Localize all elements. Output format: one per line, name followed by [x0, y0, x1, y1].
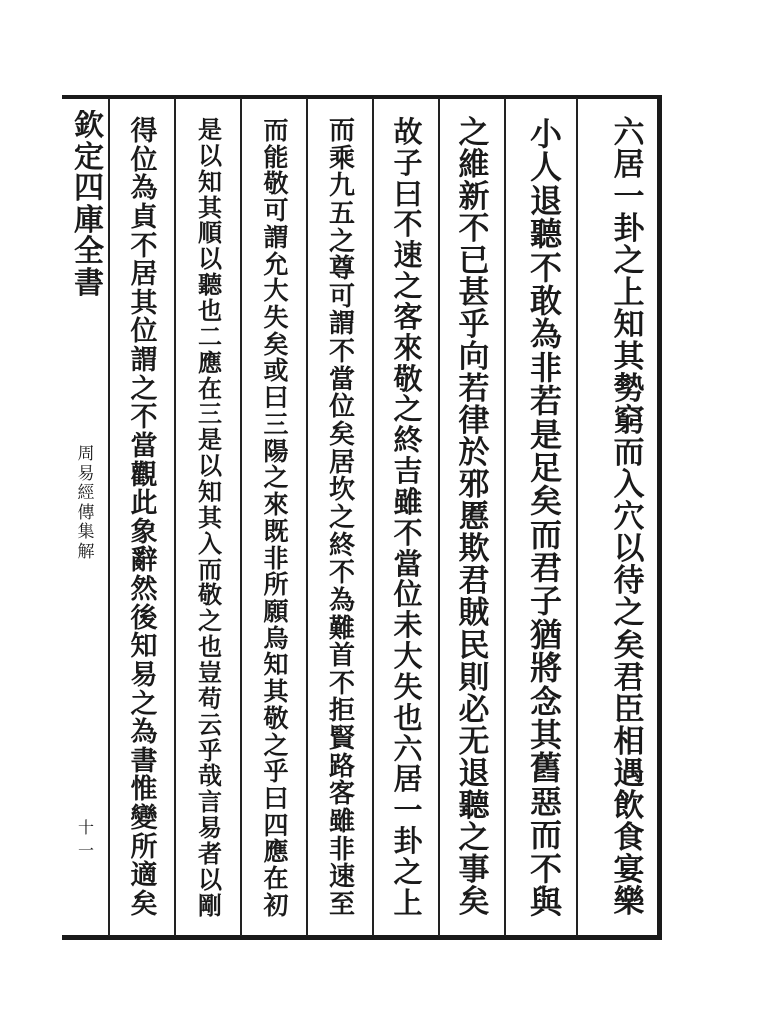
glyph: 既 [263, 516, 289, 546]
glyph: 之 [393, 854, 423, 889]
glyph: 云 [198, 709, 222, 739]
glyph: 其 [263, 677, 289, 707]
glyph: 若 [458, 371, 490, 408]
glyph: 不 [393, 515, 423, 550]
glyph: 敬 [198, 580, 222, 610]
column-rule [504, 98, 506, 936]
glyph: 賢 [328, 724, 355, 755]
glyph: 苟 [198, 683, 222, 713]
glyph: 敬 [263, 169, 289, 199]
glyph: 也 [198, 632, 222, 662]
glyph: 之 [328, 502, 355, 533]
glyph: 小 [529, 115, 562, 153]
glyph: 位 [328, 392, 355, 423]
glyph: 不 [130, 230, 158, 262]
glyph: 二 [198, 321, 222, 351]
glyph: 非 [263, 543, 289, 573]
glyph: 知 [613, 307, 645, 344]
glyph: 失 [393, 669, 423, 704]
glyph: 敬 [263, 703, 289, 733]
glyph: 矣 [328, 420, 355, 451]
glyph: 四 [263, 810, 289, 840]
glyph: 必 [458, 691, 490, 728]
glyph: 烏 [263, 623, 289, 653]
glyph: 退 [529, 181, 562, 220]
glyph: 定 [74, 139, 104, 175]
glyph: 上 [393, 885, 423, 920]
glyph: 以 [198, 140, 222, 170]
text-column-8 [119, 118, 169, 918]
glyph: 謂 [328, 309, 355, 340]
glyph: 而 [613, 435, 645, 472]
glyph: 乎 [198, 735, 222, 765]
glyph: 而 [328, 116, 355, 146]
glyph: 而 [198, 554, 222, 584]
glyph: 惟 [130, 774, 158, 806]
glyph: 遇 [613, 755, 645, 792]
text-column-5 [317, 118, 367, 918]
glyph: 之 [613, 243, 645, 280]
page-number: 十一 [77, 818, 94, 860]
glyph: 將 [529, 649, 562, 688]
glyph: 待 [613, 563, 645, 600]
glyph: 所 [263, 570, 289, 600]
glyph: 應 [263, 837, 289, 867]
glyph: 則 [458, 659, 490, 696]
glyph: 樂 [613, 883, 645, 920]
glyph: 於 [458, 435, 490, 472]
glyph: 是 [198, 115, 222, 144]
glyph: 為 [529, 315, 562, 354]
glyph: 允 [263, 249, 289, 279]
glyph: 不 [393, 207, 423, 242]
glyph: 辭 [130, 545, 158, 577]
glyph: 四 [74, 171, 104, 206]
glyph: 易 [77, 463, 95, 484]
glyph: 而 [529, 816, 562, 855]
glyph: 乘 [328, 143, 355, 174]
glyph: 六 [393, 731, 423, 766]
glyph: 初 [263, 890, 289, 920]
glyph: 速 [393, 238, 423, 273]
glyph: 不 [328, 668, 355, 699]
glyph: 以 [198, 864, 222, 894]
glyph: 當 [130, 430, 158, 462]
glyph: 其 [130, 287, 158, 319]
glyph: 一 [613, 179, 645, 216]
glyph: 書 [74, 265, 104, 301]
glyph: 舊 [529, 749, 562, 788]
glyph: 入 [198, 528, 222, 558]
glyph: 以 [613, 531, 645, 568]
glyph: 矣 [130, 888, 158, 920]
book-title-margin [74, 110, 104, 410]
glyph: 居 [613, 147, 645, 184]
glyph: 慝 [458, 499, 490, 536]
glyph: 哉 [198, 761, 222, 791]
glyph: 來 [263, 490, 289, 520]
glyph: 難 [328, 613, 355, 644]
glyph: 言 [198, 787, 222, 817]
glyph: 謂 [263, 222, 289, 252]
glyph: 速 [328, 862, 355, 893]
glyph: 之 [393, 269, 423, 304]
glyph: 已 [458, 243, 490, 280]
glyph: 易 [198, 813, 222, 843]
glyph: 入 [613, 467, 645, 504]
glyph: 矣 [613, 627, 645, 664]
glyph: 向 [458, 339, 490, 376]
glyph: 律 [458, 403, 490, 440]
glyph: 與 [529, 882, 562, 921]
glyph: 之 [198, 606, 222, 636]
text-column-1 [604, 115, 654, 920]
glyph: 知 [198, 477, 222, 507]
glyph: 終 [328, 530, 355, 561]
glyph: 卦 [613, 211, 645, 248]
glyph: 或 [263, 356, 289, 386]
glyph: 人 [529, 148, 562, 187]
glyph: 順 [198, 218, 222, 248]
glyph: 若 [529, 382, 562, 421]
glyph: 者 [198, 839, 222, 869]
glyph: 可 [263, 196, 289, 226]
glyph: 尊 [328, 254, 355, 285]
glyph: 在 [198, 373, 222, 403]
glyph: 未 [393, 608, 423, 643]
glyph: 九 [328, 171, 355, 202]
glyph: 而 [529, 515, 562, 554]
glyph: 之 [263, 730, 289, 760]
glyph: 之 [328, 226, 355, 257]
glyph: 上 [613, 275, 645, 312]
glyph: 居 [393, 762, 423, 797]
glyph: 雖 [393, 484, 423, 519]
glyph: 是 [198, 425, 222, 455]
glyph: 乎 [458, 307, 490, 344]
glyph: 故 [393, 115, 423, 149]
glyph: 不 [458, 211, 490, 248]
glyph: 新 [458, 179, 490, 216]
glyph: 飲 [613, 787, 645, 824]
glyph: 在 [263, 864, 289, 894]
glyph: 欺 [458, 531, 490, 568]
glyph: 以 [198, 451, 222, 481]
glyph: 君 [529, 549, 562, 588]
column-rule [576, 98, 578, 936]
glyph: 為 [130, 173, 158, 205]
glyph: 解 [77, 541, 95, 562]
glyph: 卦 [393, 824, 423, 859]
glyph: 願 [263, 596, 289, 626]
glyph: 至 [328, 889, 355, 920]
glyph: 謂 [130, 345, 158, 376]
glyph: 无 [458, 723, 490, 760]
glyph: 曰 [263, 383, 289, 413]
glyph: 後 [130, 602, 158, 634]
glyph: 不 [130, 402, 158, 434]
glyph: 穴 [613, 499, 645, 536]
glyph: 臣 [613, 691, 645, 728]
glyph: 勢 [613, 371, 645, 408]
glyph: 賊 [458, 595, 490, 632]
glyph: 書 [130, 745, 158, 777]
glyph: 宴 [613, 851, 645, 888]
glyph: 陽 [263, 436, 289, 466]
glyph: 猶 [529, 615, 562, 654]
glyph: 豈 [198, 658, 222, 688]
glyph: 子 [393, 145, 423, 180]
glyph: 大 [263, 276, 289, 306]
text-column-4 [383, 115, 433, 920]
glyph: 念 [529, 682, 562, 721]
glyph: 適 [130, 860, 158, 892]
glyph: 客 [393, 299, 423, 334]
glyph: 矣 [529, 482, 562, 521]
glyph: 食 [613, 819, 645, 856]
glyph: 之 [130, 373, 158, 405]
glyph: 位 [130, 316, 158, 348]
glyph: 一 [393, 793, 423, 828]
glyph: 之 [130, 688, 158, 720]
glyph: 經 [77, 483, 95, 504]
glyph: 甚 [458, 275, 490, 312]
glyph: 維 [458, 147, 490, 184]
glyph: 之 [458, 819, 490, 856]
glyph: 周 [77, 444, 95, 464]
glyph: 觀 [130, 459, 158, 491]
glyph: 庫 [74, 202, 104, 238]
glyph: 雖 [328, 807, 355, 838]
column-rule [240, 98, 242, 936]
glyph: 非 [529, 348, 562, 387]
glyph: 不 [328, 558, 355, 589]
glyph: 拒 [328, 696, 355, 727]
text-column-6 [251, 118, 301, 918]
glyph: 當 [393, 546, 423, 581]
glyph: 是 [529, 415, 562, 454]
glyph: 應 [198, 347, 222, 377]
glyph: 路 [328, 751, 355, 782]
glyph: 首 [328, 641, 355, 672]
glyph: 其 [613, 339, 645, 376]
glyph: 吉 [393, 454, 423, 489]
glyph: 窮 [613, 403, 645, 440]
column-rule [174, 98, 176, 936]
glyph: 其 [198, 192, 222, 222]
glyph: 欽 [74, 110, 104, 143]
glyph: 不 [328, 337, 355, 368]
glyph: 位 [393, 577, 423, 612]
glyph: 得 [130, 116, 158, 147]
glyph: 非 [328, 834, 355, 865]
glyph: 其 [198, 502, 222, 532]
running-title [76, 445, 96, 562]
glyph: 聽 [529, 215, 562, 254]
glyph: 也 [393, 700, 423, 735]
glyph: 為 [328, 585, 355, 616]
glyph: 客 [328, 779, 355, 810]
glyph: 三 [263, 409, 289, 439]
glyph: 三 [198, 399, 222, 429]
glyph: 可 [328, 281, 355, 312]
glyph: 其 [529, 716, 562, 755]
glyph: 矣 [458, 883, 490, 920]
glyph: 知 [130, 631, 158, 663]
column-rule [372, 98, 374, 936]
glyph: 君 [613, 659, 645, 696]
glyph: 矣 [263, 329, 289, 359]
glyph: 民 [458, 627, 490, 664]
glyph: 以 [198, 244, 222, 274]
glyph: 不 [529, 248, 562, 287]
glyph: 相 [613, 723, 645, 760]
glyph: 全 [74, 234, 104, 269]
glyph: 居 [328, 447, 355, 478]
text-column-3 [449, 115, 499, 920]
glyph: 為 [130, 717, 158, 749]
glyph: 剛 [198, 890, 222, 920]
glyph: 來 [393, 330, 423, 365]
glyph: 傳 [77, 502, 95, 523]
glyph: 貞 [130, 201, 158, 233]
glyph: 此 [130, 488, 158, 520]
glyph: 曰 [263, 783, 289, 813]
glyph: 然 [130, 574, 158, 605]
glyph: 居 [130, 259, 158, 291]
glyph: 足 [529, 448, 562, 487]
glyph: 君 [458, 563, 490, 600]
column-rule [306, 98, 308, 936]
glyph: 事 [458, 851, 490, 888]
glyph: 乎 [263, 757, 289, 787]
glyph: 五 [328, 198, 355, 229]
glyph: 邪 [458, 467, 490, 504]
glyph: 之 [393, 392, 423, 427]
text-column-7 [185, 115, 235, 920]
glyph: 退 [458, 755, 490, 792]
glyph: 六 [613, 115, 645, 151]
glyph: 而 [263, 116, 289, 145]
text-column-2 [521, 115, 571, 921]
glyph: 之 [263, 463, 289, 493]
glyph: 曰 [393, 176, 423, 211]
glyph: 知 [263, 650, 289, 680]
glyph: 子 [529, 582, 562, 621]
glyph: 敬 [393, 361, 423, 396]
glyph: 惡 [529, 782, 562, 821]
glyph: 之 [458, 115, 490, 151]
glyph: 象 [130, 516, 158, 548]
glyph: 大 [393, 639, 423, 674]
glyph: 敢 [529, 281, 562, 320]
glyph: 坎 [328, 475, 355, 506]
glyph: 易 [130, 659, 158, 691]
glyph: 失 [263, 303, 289, 333]
glyph: 聽 [458, 787, 490, 824]
glyph: 當 [328, 364, 355, 395]
glyph: 知 [198, 166, 222, 196]
glyph: 終 [393, 423, 423, 458]
glyph: 也 [198, 296, 222, 326]
column-rule [438, 98, 440, 936]
glyph: 所 [130, 831, 158, 863]
glyph: 集 [77, 522, 95, 543]
glyph: 不 [529, 849, 562, 888]
glyph: 能 [263, 142, 289, 172]
column-rule [108, 98, 110, 936]
glyph: 聽 [198, 270, 222, 300]
glyph: 變 [130, 803, 158, 834]
glyph: 位 [130, 144, 158, 176]
glyph: 之 [613, 595, 645, 632]
